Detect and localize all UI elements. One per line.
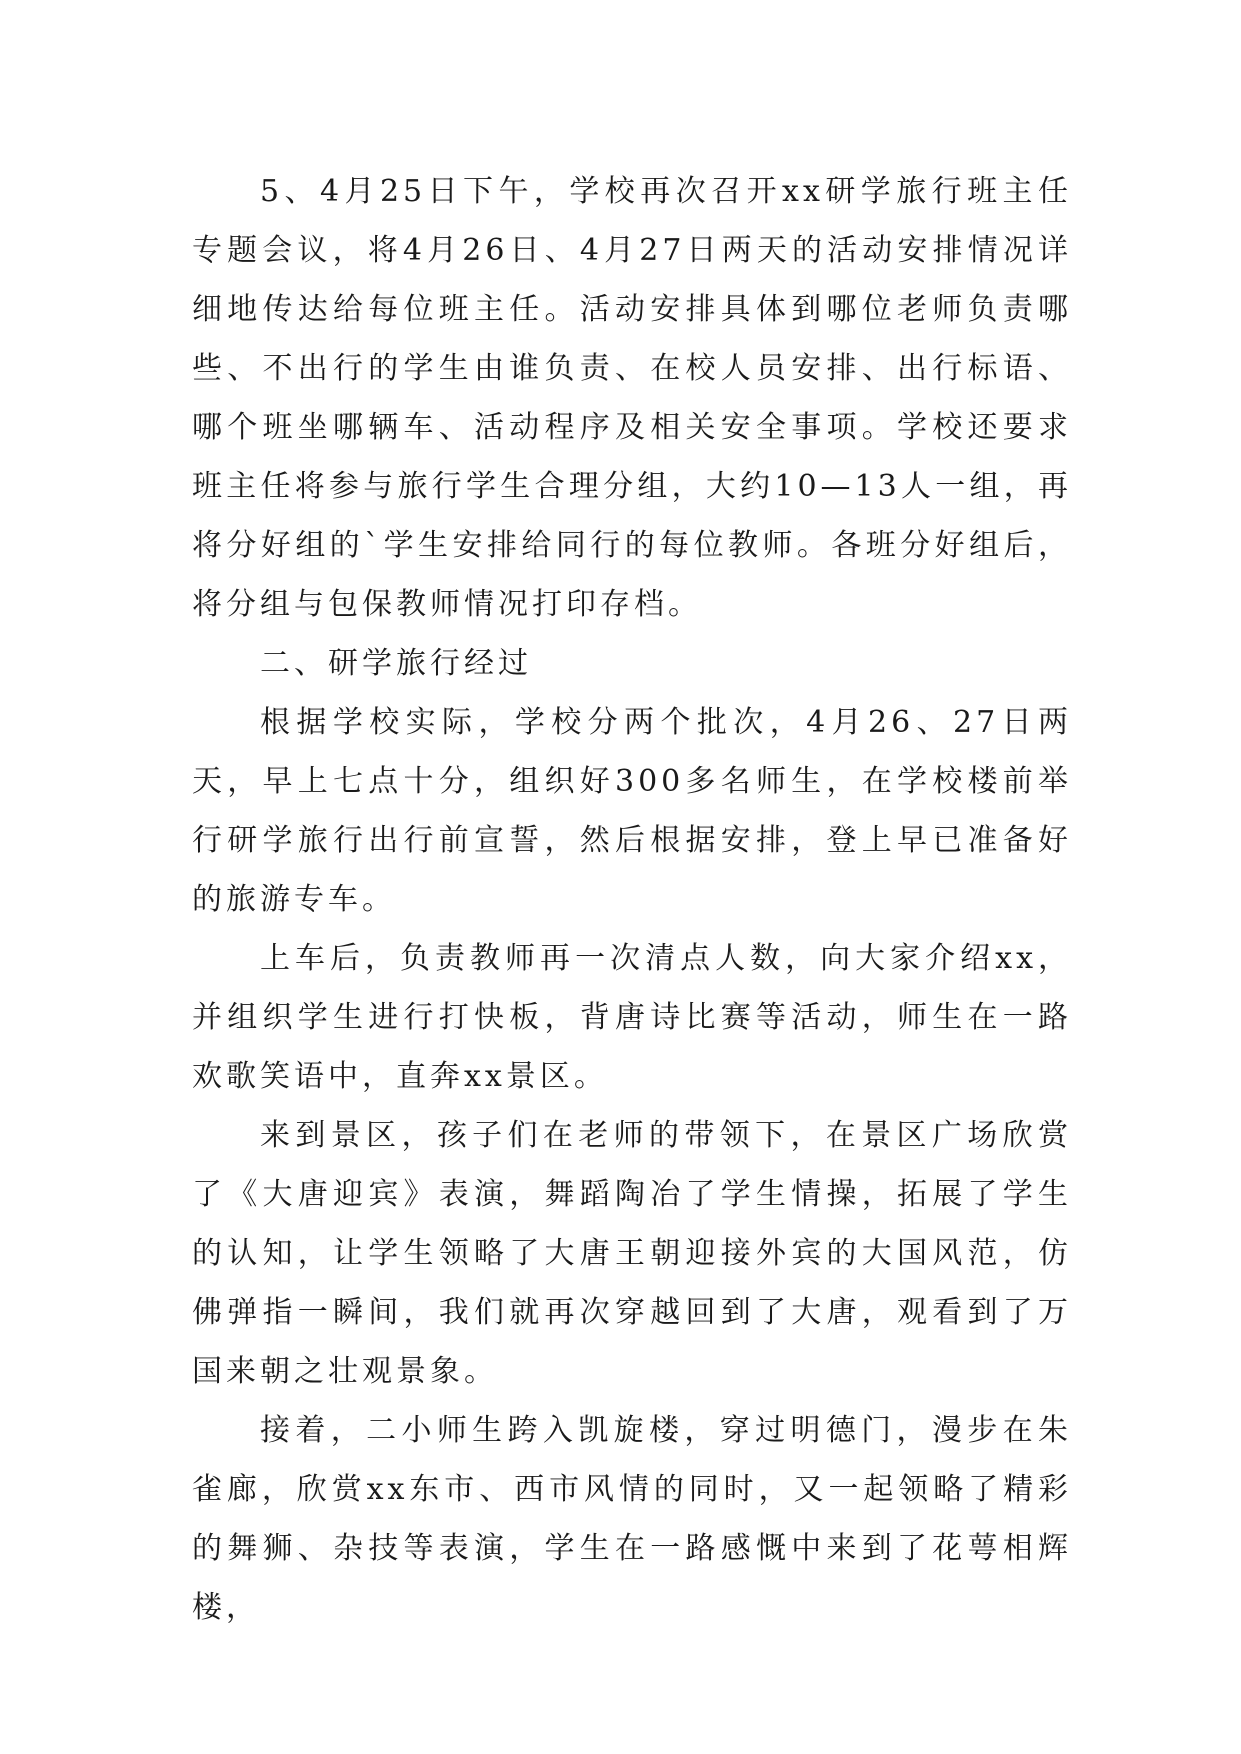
paragraph-meeting-arrangement: 5、4月25日下午，学校再次召开xx研学旅行班主任专题会议，将4月26日、4月27日两天的活动安排情况详细地传达给每位班主任。活动安排具体到哪位老师负责哪些、不出行的学生由谁负责、在校人员安排、出行标语、哪个班坐哪辆车、活动程序及相关安全事项。学校还要求班主任将参与旅行学生合理分组，大约10—13人一组，再将分好组的`学生安排给同行的每位教师。各班分好组后，将分组与包保教师情况打印存档。 — [192, 174, 1072, 622]
paragraph-tour-continues: 接着，二小师生跨入凯旋楼，穿过明德门，漫步在朱雀廊，欣赏xx东市、西市风情的同时，又一起领略了精彩的舞狮、杂技等表演，学生在一路感慨中来到了花萼相辉楼， — [192, 1413, 1072, 1625]
paragraph-bus-activities: 上车后，负责教师再一次清点人数，向大家介绍xx，并组织学生进行打快板，背唐诗比赛等活动，师生在一路欢歌笑语中，直奔xx景区。 — [192, 941, 1072, 1094]
paragraph-scenic-area: 来到景区，孩子们在老师的带领下，在景区广场欣赏了《大唐迎宾》表演，舞蹈陶冶了学生情操，拓展了学生的认知，让学生领略了大唐王朝迎接外宾的大国风范，仿佛弹指一瞬间，我们就再次穿越回到了大唐，观看到了万国来朝之壮观景象。 — [192, 1118, 1072, 1389]
body-text — [192, 162, 1072, 1637]
section-heading: 二、研学旅行经过 — [260, 646, 532, 681]
paragraph-departure: 根据学校实际，学校分两个批次，4月26、27日两天，早上七点十分，组织好300多名师生，在学校楼前举行研学旅行出行前宣誓，然后根据安排，登上早已准备好的旅游专车。 — [192, 705, 1072, 917]
